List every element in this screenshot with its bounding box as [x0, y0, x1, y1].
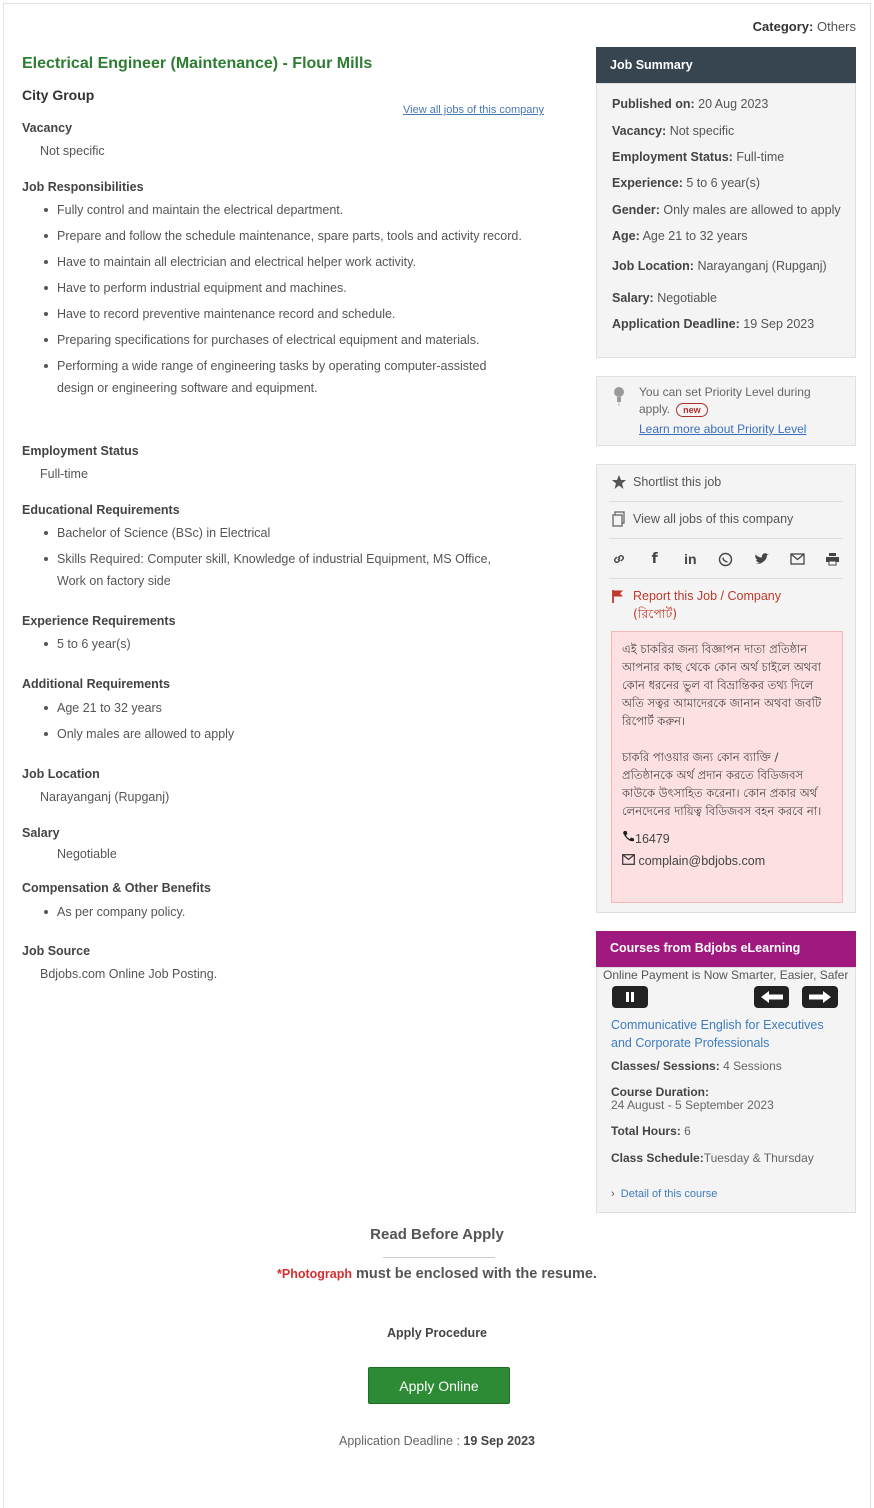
- priority-text-2: apply. new: [639, 402, 708, 417]
- experience-heading: Experience Requirements: [22, 614, 176, 628]
- warning-paragraph-1: এই চাকরির জন্য বিজ্ঞাপন দাতা প্রতিষ্ঠান আপনার কাছ থেকে কোন অর্থ চাইলে অথবা কোন ধরনের ভুল বা বিভ্রান্তিকর তথ্য দিলে অতি সত্বর আমাদেরকে জানান অথবা জবটি রিপোর্ট করুন।: [622, 642, 822, 728]
- warning-paragraph-2: চাকরি পাওয়ার জন্য কোন ব্যাক্তি / প্রতিষ্ঠানকে অর্থ প্রদান করতে বিডিজবস কাউকে উৎসাহিত করেনা। কোন প্রকার অর্থ লেনদেনের দায়িত্ব বিডিজবস বহন করবে না।: [622, 750, 822, 818]
- copy-icon: [612, 511, 626, 527]
- company-name: City Group: [22, 87, 95, 103]
- course-title-link[interactable]: Communicative English for Executives and Corporate Professionals: [611, 1018, 824, 1050]
- location-value: Narayanganj (Rupganj): [40, 790, 170, 804]
- list-item: Have to perform industrial equipment and machines.: [22, 277, 542, 299]
- salary-heading: Salary: [22, 826, 60, 840]
- course-duration-label: Course Duration:: [611, 1085, 710, 1099]
- star-icon: [611, 474, 627, 490]
- photo-requirement: *Photograph must be enclosed with the resume.: [277, 1266, 597, 1282]
- share-row: [609, 549, 843, 569]
- summary-employment-status: Employment Status: Full-time: [612, 150, 785, 164]
- location-heading: Job Location: [22, 767, 100, 781]
- additional-list: [22, 697, 542, 749]
- list-item: Prepare and follow the schedule maintenance, spare parts, tools and activity record.: [22, 225, 542, 247]
- course-schedule: Class Schedule:Tuesday & Thursday: [611, 1151, 814, 1165]
- priority-text-1: You can set Priority Level during: [639, 385, 811, 399]
- list-item: Bachelor of Science (BSc) in Electrical: [22, 522, 542, 544]
- salary-value: Negotiable: [57, 847, 117, 861]
- list-item: 5 to 6 year(s): [22, 633, 542, 655]
- summary-vacancy: Vacancy: Not specific: [612, 124, 735, 138]
- category-label: Category: Others: [752, 19, 856, 34]
- employment-status-heading: Employment Status: [22, 444, 139, 458]
- phone-icon: [622, 830, 635, 843]
- list-item: Skills Required: Computer skill, Knowledge of industrial Equipment, MS Office, Work on factory side: [22, 548, 542, 592]
- pause-icon: [624, 991, 636, 1003]
- divider: [609, 538, 843, 539]
- job-summary-panel: [596, 83, 856, 358]
- chevron-right-icon: ›: [611, 1188, 615, 1200]
- summary-age: Age: Age 21 to 32 years: [612, 229, 748, 243]
- linkedin-icon[interactable]: in: [684, 551, 697, 567]
- education-list: [22, 522, 542, 596]
- courses-heading: Courses from Bdjobs eLearning: [596, 931, 856, 967]
- education-heading: Educational Requirements: [22, 503, 180, 517]
- job-title: Electrical Engineer (Maintenance) - Flour Mills: [22, 55, 373, 72]
- summary-experience: Experience: 5 to 6 year(s): [612, 176, 760, 190]
- priority-learn-more-link[interactable]: Learn more about Priority Level: [639, 422, 807, 436]
- report-job-link[interactable]: Report this Job / Company: [633, 589, 781, 603]
- summary-location: Job Location: Narayanganj (Rupganj): [612, 259, 827, 273]
- summary-salary: Salary: Negotiable: [612, 291, 717, 305]
- list-item: Have to maintain all electrician and electrical helper work activity.: [22, 251, 542, 273]
- source-heading: Job Source: [22, 944, 91, 958]
- benefits-list: [22, 901, 542, 927]
- list-item: Have to record preventive maintenance record and schedule.: [22, 303, 542, 325]
- course-classes: Classes/ Sessions: 4 Sessions: [611, 1059, 782, 1073]
- fraud-warning-box: [611, 631, 843, 903]
- courses-panel: [596, 967, 856, 1213]
- list-item: Preparing specifications for purchases of electrical equipment and materials.: [22, 329, 542, 351]
- vacancy-heading: Vacancy: [22, 121, 73, 135]
- next-button[interactable]: [802, 986, 838, 1008]
- email-icon[interactable]: [787, 549, 807, 569]
- envelope-icon: [622, 854, 635, 865]
- flag-icon: [611, 589, 625, 604]
- responsibilities-list: [22, 199, 542, 403]
- new-badge: new: [676, 403, 708, 417]
- read-before-apply-heading: Read Before Apply: [370, 1226, 504, 1243]
- arrow-right-icon: [808, 990, 832, 1004]
- actions-panel: [596, 464, 856, 913]
- warning-phone: 16479: [622, 830, 832, 848]
- view-all-jobs-button[interactable]: View all jobs of this company: [633, 512, 794, 526]
- list-item: Age 21 to 32 years: [22, 697, 542, 719]
- pause-button[interactable]: [612, 986, 648, 1008]
- arrow-left-icon: [760, 990, 784, 1004]
- summary-deadline: Application Deadline: 19 Sep 2023: [612, 317, 815, 331]
- prev-button[interactable]: [754, 986, 789, 1008]
- report-job-bangla: (রিপোর্ট): [633, 606, 678, 621]
- course-hours: Total Hours: 6: [611, 1124, 691, 1138]
- lightbulb-icon: [612, 385, 626, 407]
- list-item: Performing a wide range of engineering tasks by operating computer-assisted design or engineering software and equipment.: [22, 355, 542, 399]
- summary-gender: Gender: Only males are allowed to apply: [612, 203, 841, 217]
- responsibilities-heading: Job Responsibilities: [22, 180, 144, 194]
- shortlist-job-button[interactable]: Shortlist this job: [633, 475, 722, 489]
- divider: [609, 578, 843, 579]
- summary-published: Published on: 20 Aug 2023: [612, 97, 769, 111]
- print-icon[interactable]: [823, 549, 843, 569]
- list-item: As per company policy.: [22, 901, 542, 923]
- bottom-deadline: Application Deadline : 19 Sep 2023: [339, 1434, 535, 1448]
- apply-procedure-heading: Apply Procedure: [386, 1326, 488, 1340]
- employment-status-value: Full-time: [40, 467, 88, 481]
- course-duration-value: 24 August - 5 September 2023: [611, 1098, 774, 1112]
- apply-online-button[interactable]: Apply Online: [368, 1367, 510, 1404]
- source-value: Bdjobs.com Online Job Posting.: [40, 967, 218, 981]
- facebook-icon[interactable]: f: [651, 551, 658, 567]
- job-summary-heading: Job Summary: [596, 47, 856, 83]
- vacancy-value: Not specific: [40, 144, 105, 158]
- courses-marquee: Online Payment is Now Smarter, Easier, Safer: [603, 968, 849, 982]
- experience-list: [22, 633, 542, 659]
- course-detail-link[interactable]: › Detail of this course: [611, 1188, 718, 1200]
- benefits-heading: Compensation & Other Benefits: [22, 881, 211, 895]
- divider: [383, 1257, 495, 1258]
- twitter-icon[interactable]: [752, 549, 772, 569]
- list-item: Only males are allowed to apply: [22, 723, 542, 745]
- priority-panel: [596, 376, 856, 446]
- divider: [609, 501, 843, 502]
- list-item: Fully control and maintain the electrical department.: [22, 199, 542, 221]
- additional-heading: Additional Requirements: [22, 677, 170, 691]
- warning-email: complain@bdjobs.com: [622, 852, 832, 870]
- whatsapp-icon[interactable]: [716, 549, 736, 569]
- link-icon[interactable]: [609, 549, 629, 569]
- view-all-jobs-link[interactable]: View all jobs of this company: [403, 104, 545, 116]
